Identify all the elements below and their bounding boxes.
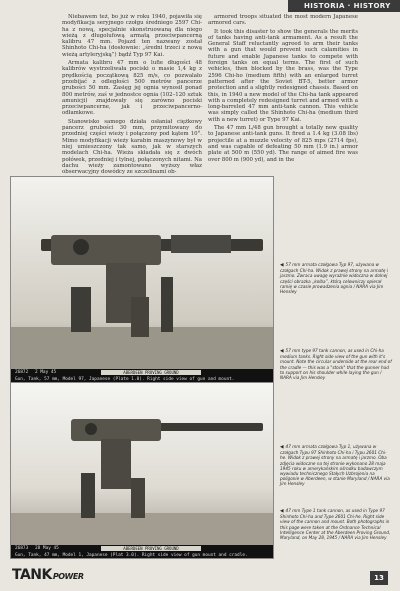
section-header: HISTORIA · HISTORY xyxy=(288,0,400,12)
paragraph: armored troops situated the most modern Japanese armored cars. xyxy=(208,14,358,27)
triangle-left-icon: ◀ xyxy=(280,509,284,514)
plate-title: ABERDEEN PROVING GROUND xyxy=(101,370,201,375)
plate-caption: Gun, Tank, 47 mm, Model 1, Japanese (Plat 3.0). Right side view of gun mount and cradle. xyxy=(15,553,248,558)
page-number: 13 xyxy=(370,571,388,585)
plate-title: ABERDEEN PROVING GROUND xyxy=(101,546,201,551)
gun-illustration xyxy=(11,383,273,545)
paragraph: The 47 mm L/48 gun brought a totally new quality to Japanese anti-tank guns. It fired a 1.4 kg (3.08 lbs) projectile at a muzzle velocity of 825 mps (2714 fps), and was capable of defeating 50 mm (1.9 in.) armor plate at 500 m (550 yd). The range of aimed fire was over 800 m (900 yd), and in the xyxy=(208,125,358,163)
paragraph: Armata kalibru 47 mm o lufie długości 48 kalibrów wystrzeliwała pociski o masie 1,4 kg z prędkością początkową 825 m/s, co pozwalało przebijać z odległości 500 metrów pancerze grubości 50 mm. Zasięg jej ognia wynosił ponad 800 metrów, zaś w jednostce ognia (102–120 sztuk amunicji) znajdowały się zarówno pociski przeciwpancerne, jak i przeciwpancerno-odłamkowe. xyxy=(62,60,202,117)
plate-caption: Gun, Tank, 57 mm, Model 97, Japanese (Plate 1.0). Right side view of gun and mount. xyxy=(15,377,235,382)
triangle-left-icon: ◀ xyxy=(280,263,284,268)
paragraph: Niebawem też, bo już w roku 1940, pojawiła się modyfikacja seryjnego czołgu średniego 2597 Chi-ha z nową, specjalnie skonstruowaną dla niego wieżą z długolufową armatą przeciwpancerną kalibru 47 mm. Pojazd ten nazwany został Shinhoto Chi-ha (dosłownie: „średni trzeci z nową wieżą artyleryjską”) bądź Typ 97 Kai. xyxy=(62,14,202,58)
plate-number: 26872 xyxy=(15,370,29,375)
caption-english-2: ◀ 47 mm Type 1 tank cannon, as used in Type 97 Shinhoto Chi-ha and Type 2601 Chi-he. Right side view of the cannon and mount. Both photographs in this page were taken at the Ordnance Technical Intelligence Center at the Aberdeen Proving Ground, Maryland, on May 28, 1945 / NARA via Jim Hensley xyxy=(280,508,391,541)
photo-57mm-gun xyxy=(10,176,274,384)
plate-date: 28 May 45 xyxy=(35,546,59,551)
magazine-logo: TANKPOWER xyxy=(12,567,84,583)
caption-polish-2: ◀ 47 mm armata czołgowa Typ 1, używana w czołgach Typu 97 Shinhoto Chi-ha i Typu 2601 Chi-he. Widok z prawej strony na armatę i jarzmo. Oba zdjęcia widoczne na tej stronie wykonano 28 maja 1945 roku w amerykańskim ośrodku badawczym wywiadu technicznego Stałych Uzbrojenia na poligonie w Aberdeen, w stanie Maryland / NARA via Jim Hensley xyxy=(280,444,390,487)
photo-plate xyxy=(11,545,273,559)
triangle-left-icon: ◀ xyxy=(280,349,284,354)
gun-illustration xyxy=(11,177,273,369)
caption-polish-1: ◀ 57 mm armata czołgowa Typ 97, używana w czołgach Chi-ha. Widok z prawej strony na armatę i jarzmo. Zwraca uwagę wyraźnie widoczna w dolnej części obrazka „kolba”, którą celowniczy opierał ramię w czasie prowadzenia ognia / NARA via Jim Hensley xyxy=(280,262,388,295)
photo-47mm-gun xyxy=(10,382,274,559)
paragraph: It took this disaster to show the generals the merits of tanks having anti-tank armament. As a result the General Staff reluctantly agreed to arm their tanks with a gun that would prevent such calamities in future and enable Japanese tanks to compete with foreign tanks on equal terms. The first of such vehicles, then blocked by the brass, was the Type 2596 Chi-ho (medium fifth) with an enlarged turret patterned after the Soviet BT-5, better armor protection and a slightly redesigned chassis. Based on this, in 1940 a new model of the Chi-ha tank appeared with a completely redesigned turret and armed with a long-barreled 47 mm anti-tank cannon. This vehicle was simply called the Shinhoto Chi-ha (medium third with a new turret) or Type 97 Kai. xyxy=(208,28,358,123)
paragraph: Stanowisko samego działa osłaniał ciężkowy pancerz grubości 30 mm, przymitowany do przedniej części wieży i połączony pod kątem 10°. Mimo modyfikacji wieży karabin maszynowy był w niej umieszczony tak samo, jak w starszych modelach Chi-ha. Wieża składała się z dwóch połówek, przedniej i tylnej, połączonych nitami. Na dachu wieży zamontowano wyższy właz obserwacyjny dowódcy ze szczelinami ob- xyxy=(62,118,202,176)
caption-english-1: ◀ 57 mm type 97 tank cannon, as used in Chi-ha medium tanks. Right side view of the gun with it's mount. Note the circular underside at the rear end of the cradle — this was a "stock" that the gunner had to support on his shoulder while laying the gun / NARA via Jim Hensley xyxy=(280,348,392,381)
article-text-english xyxy=(208,14,358,165)
triangle-left-icon: ◀ xyxy=(280,445,284,450)
article-text-polish xyxy=(62,14,202,177)
plate-number: 26873 xyxy=(15,546,29,551)
plate-date: 2 May 45 xyxy=(35,370,57,375)
